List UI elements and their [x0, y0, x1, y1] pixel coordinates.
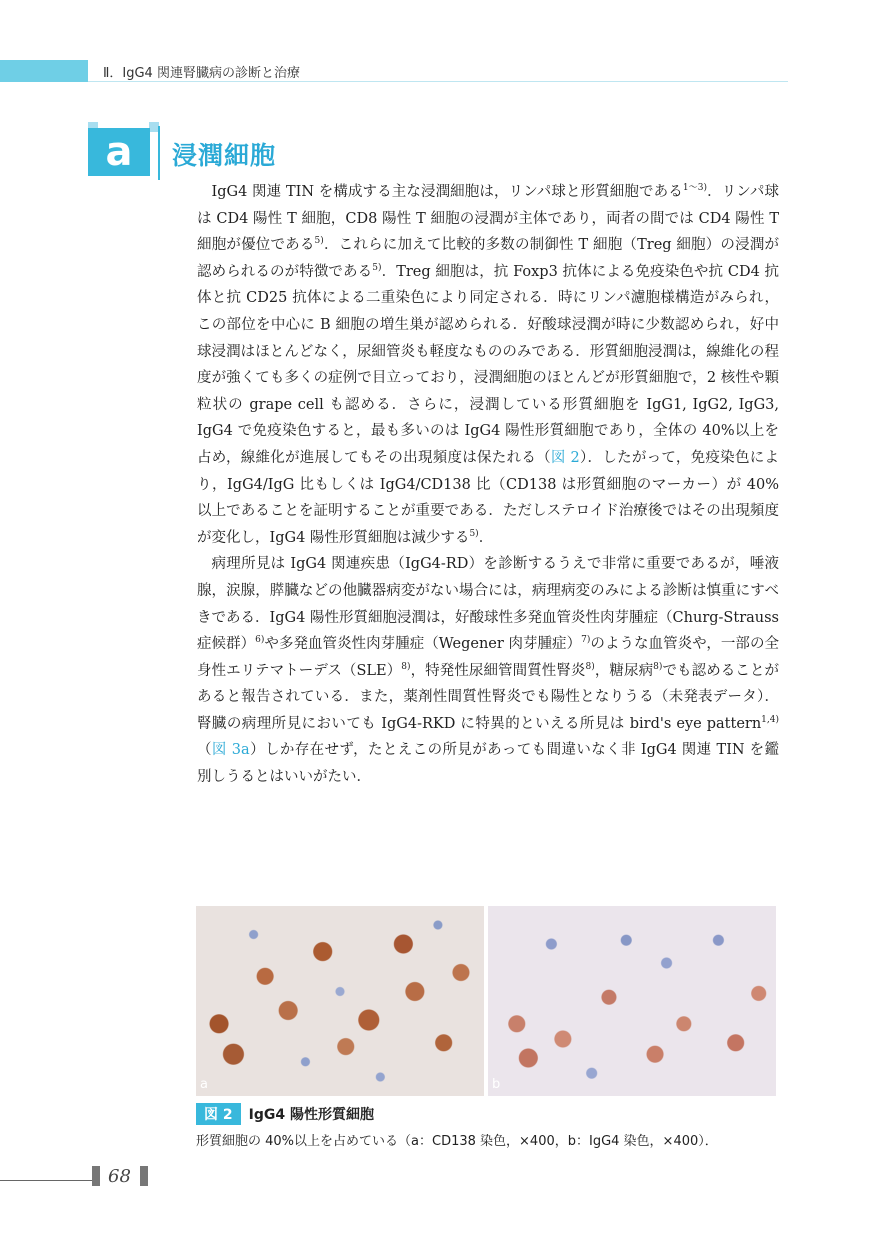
figure-label: 図 2: [196, 1103, 241, 1125]
text-run: 病理所見は IgG4 関連疾患（IgG4-RD）を診断するうえで非常に重要であるが，唾液腺，涙腺，膵臓などの他臓器病変がない場合には，病理病変のみによる診断は慎重にすべきである．IgG4 陽性形質細胞浸潤は，好酸球性多発血管炎性肉芽腫症（Churg-Strauss 症候群）: [197, 556, 779, 653]
text-run: ，糖尿病: [594, 662, 654, 679]
citation[interactable]: 1,4): [761, 715, 779, 726]
text-run: ．: [478, 529, 494, 546]
figure-caption: [196, 1103, 796, 1149]
citation[interactable]: 7): [581, 635, 591, 646]
figure-link[interactable]: 図 2: [550, 449, 580, 466]
text-run: ．リンパ球は CD4 陽性 T 細胞，CD8 陽性 T 細胞の浸潤が主体であり，両者の間では CD4 陽性 T 細胞が優位である: [197, 184, 779, 254]
citation[interactable]: 5): [372, 262, 382, 273]
citation[interactable]: 8): [401, 661, 411, 672]
footer-mark: [92, 1166, 100, 1186]
text-run: ）しか存在せず，たとえこの所見があっても間違いなく非 IgG4 関連 TIN を鑑別しうるとはいいがたい．: [197, 742, 780, 786]
section-badge: a: [88, 128, 150, 176]
paragraph: [197, 551, 779, 790]
citation[interactable]: 1〜3): [682, 183, 707, 194]
citation[interactable]: 5): [314, 236, 324, 247]
micrograph-b: [488, 906, 776, 1096]
text-run: ，特発性尿細管間質性腎炎: [410, 662, 586, 679]
citation[interactable]: 6): [255, 635, 265, 646]
section-title: 浸潤細胞: [172, 141, 277, 170]
text-run: ．Treg 細胞は，抗 Foxp3 抗体による免疫染色や抗 CD4 抗体と抗 CD25 抗体による二重染色により同定される．時にリンパ濾胞様構造がみられ，この部位を中心に B 細胞の増生巣が認められる．好酸球浸潤が時に少数認められ，好中球浸潤はほとんどなく，尿細管炎も軽度なもののみである．形質細胞浸潤は，線維化の程度が強くても多くの症例で目立っており，浸潤細胞のほとんどが形質細胞で，2 核性や顆粒状の grape cell も認める．さらに，浸潤している形質細胞を IgG1, IgG2, IgG3, IgG4 で免疫染色すると，最も多いのは IgG4 陽性形質細胞であり，全体の 40%以上を占め，線維化が進展してもその出現頻度は保たれる（: [197, 263, 780, 466]
panel-label: b: [492, 1077, 501, 1092]
text-run: でも認めることがあると報告されている．また，薬剤性間質性腎炎でも陽性となりうる（未発表データ）．腎臓の病理所見においても IgG4-RKD に特異的といえる所見は bird's eye pattern: [197, 662, 780, 732]
running-header: Ⅱ．IgG4 関連腎臓病の診断と治療: [103, 66, 300, 81]
footer-rule: [0, 1180, 92, 1181]
text-run: ）．したがって，免疫染色により，IgG4/IgG 比もしくは IgG4/CD138 比（CD138 は形質細胞のマーカー）が 40%以上であることを証明することが重要である．ただしステロイド治療後ではその出現頻度が変化し，IgG4 陽性形質細胞は減少する: [197, 449, 779, 546]
page-number: 68: [108, 1166, 131, 1187]
figure-2: [196, 906, 776, 1096]
citation[interactable]: 8): [585, 661, 595, 672]
figure-title: IgG4 陽性形質細胞: [248, 1107, 374, 1123]
text-run: や多発血管炎性肉芽腫症（Wegener 肉芽腫症）: [264, 636, 582, 653]
citation[interactable]: 5): [469, 528, 479, 539]
citation[interactable]: 8): [653, 661, 663, 672]
figure-link[interactable]: 図 3a: [211, 742, 250, 759]
text-run: （: [197, 742, 212, 759]
section-divider: [158, 126, 160, 180]
micrograph-a: [196, 906, 484, 1096]
text-run: ．これらに加えて比較的多数の制御性 T 細胞（Treg 細胞）の浸潤が認められるのが特徴である: [197, 237, 780, 280]
paragraph: [197, 179, 779, 551]
header-band: [0, 60, 88, 82]
figure-description: 形質細胞の 40%以上を占めている（a：CD138 染色，×400，b：IgG4 染色，×400）．: [196, 1134, 718, 1149]
panel-label: a: [200, 1077, 208, 1092]
footer-mark: [140, 1166, 148, 1186]
text-run: IgG4 関連 TIN を構成する主な浸潤細胞は，リンパ球と形質細胞である: [211, 184, 683, 200]
header-divider: [88, 81, 788, 82]
body-text: [197, 179, 779, 791]
text-run: のような血管炎や，一部の全身性エリテマトーデス（SLE）: [197, 636, 780, 679]
